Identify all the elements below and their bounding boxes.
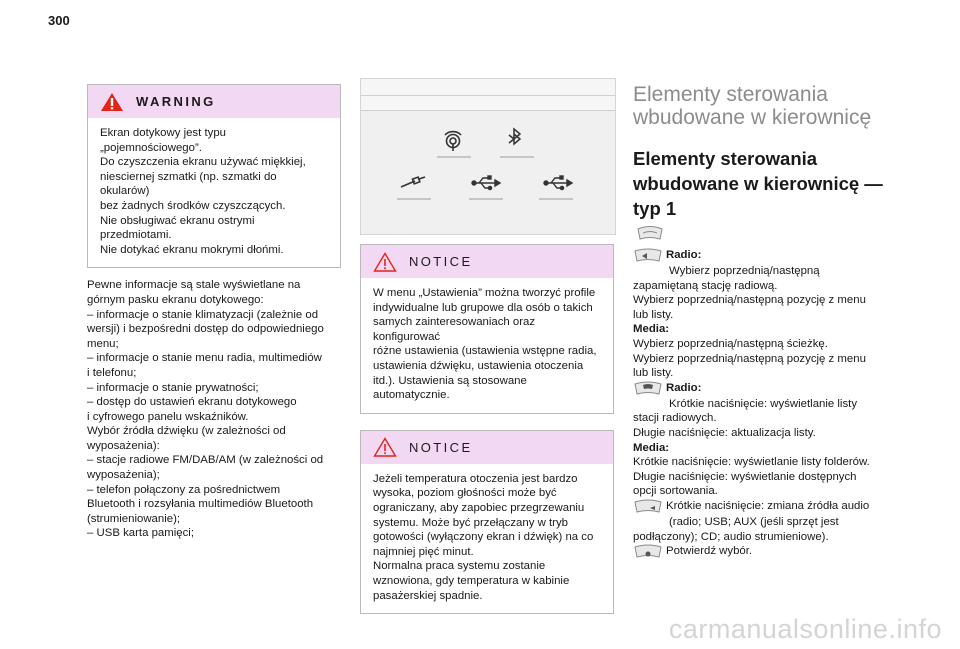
media-label: Media: [633, 441, 670, 454]
warning-body [88, 118, 340, 267]
notice-header-1 [361, 245, 613, 278]
steering-control-icon [633, 544, 663, 560]
notice-line: automatycznie. [373, 389, 450, 402]
notice-body-1 [361, 278, 613, 413]
notice-line: wysoka, poziom głośności może być [373, 487, 557, 500]
radio-label: Radio: [666, 381, 702, 394]
steering-control-icon [633, 381, 663, 397]
bluetooth-icon [509, 129, 520, 144]
control-radio-media-1 [633, 248, 878, 381]
notice-line: wznowiona, gdy temperatura w kabinie [373, 574, 570, 587]
warning-line: Nie dotykać ekranu mokrymi dłońmi. [100, 243, 284, 256]
screen-source-icons [361, 79, 615, 234]
notice-line: systemu. Może być przełączany w tryb [373, 516, 568, 529]
notice-line: różne ustawienia (ustawienia wstępne radia, [373, 345, 597, 358]
control-line: zapamiętaną stację radiową. [633, 279, 778, 292]
section-title-line: Elementy sterowania [633, 83, 828, 106]
notice-line: pasażerskiej spadnie. [373, 589, 483, 602]
control-line: stacji radiowych. [633, 412, 717, 425]
control-radio-media-2 [633, 381, 878, 499]
aux-cable-icon [401, 177, 425, 187]
control-line: lub listy. [633, 308, 674, 321]
notice-line: Jeżeli temperatura otoczenia jest bardzo [373, 472, 578, 485]
control-line: Wybierz poprzednią/następną [669, 265, 820, 277]
notice-body-2 [361, 464, 613, 613]
usb-icon [472, 176, 500, 190]
text-line: – informacje o stanie prywatności; [87, 381, 259, 394]
text-line: – dostęp do ustawień ekranu dotykowego [87, 396, 297, 409]
notice-title-2: NOTICE [409, 439, 473, 455]
control-line: opcji sortowania. [633, 485, 718, 498]
control-line: Wybierz poprzednią/następną ścieżkę. [633, 337, 828, 350]
warning-title: WARNING [136, 94, 216, 109]
warning-line: Nie obsługiwać ekranu ostrymi przedmiotami. [100, 214, 255, 242]
left-column [87, 84, 341, 541]
control-line: (radio; USB; AUX (jeśli sprzęt jest [669, 515, 839, 528]
notice-line: W menu „Ustawienia” można tworzyć profile [373, 287, 596, 299]
text-line: Pewne informacje są stale wyświetlane na [87, 279, 301, 292]
subsection-title-line: Elementy sterowania [633, 148, 818, 169]
control-line: Krótkie naciśnięcie: wyświetlanie listy [669, 397, 858, 410]
control-line: podłączony); CD; audio strumieniowe). [633, 530, 829, 543]
text-line: wersji) i bezpośredni dostęp do odpowiedniego [87, 323, 324, 336]
notice-line: Normalna praca systemu zostanie [373, 560, 546, 573]
notice-header-2 [361, 431, 613, 464]
text-line: – telefon połączony za pośrednictwem [87, 483, 281, 496]
control-line: Krótkie naciśnięcie: zmiana źródła audio [666, 499, 870, 512]
usb-icon [544, 176, 572, 190]
page-number: 300 [48, 13, 70, 28]
warning-header [88, 85, 340, 118]
notice-line: najmniej pięć minut. [373, 545, 474, 558]
text-line: – stacje radiowe FM/DAB/AM (w zależności od [87, 454, 324, 467]
notice-line: itd.). Ustawienia są stosowane [373, 374, 527, 387]
warning-line: Ekran dotykowy jest typu „pojemnościowego”. [100, 127, 226, 154]
warning-line: niesciernej szmatki (np. szmatki do okularów) [100, 170, 277, 198]
notice-line: indywidualne lub grupowe dla osób o takich [373, 301, 593, 314]
steering-wheel-icon [635, 225, 665, 243]
watermark: carmanualsonline.info [668, 614, 942, 644]
control-line: Wybierz poprzednią/następną pozycję z menu [633, 294, 866, 307]
text-line: Bluetooth i rozsyłania multimediów Bluetooth [87, 498, 314, 511]
controls-description [633, 248, 878, 560]
radio-label: Radio: [666, 249, 702, 261]
text-line: (strumieniowanie); [87, 512, 181, 525]
text-line: wyposażenia); [87, 469, 160, 482]
text-line: i cyfrowego panelu wskaźników. [87, 410, 249, 423]
section-title [633, 83, 871, 129]
text-line: górnym pasku ekranu dotykowego: [87, 293, 264, 306]
notice-title-1: NOTICE [409, 254, 473, 269]
touchscreen-illustration [360, 78, 616, 235]
notice-line: samych zainteresowaniach oraz konfigurować [373, 316, 536, 343]
text-line: wyposażenia): [87, 439, 160, 452]
media-label: Media: [633, 323, 670, 336]
notice-line: ustawienia dźwięku, ustawienia otoczenia [373, 359, 584, 372]
notice-icon [373, 437, 397, 457]
section-title-line: wbudowane w kierownicę [633, 106, 872, 129]
text-line: menu; [87, 337, 119, 350]
notice-line: ograniczany, aby zapobiec przegrzewaniu [373, 501, 585, 514]
text-line: i telefonu; [87, 366, 137, 379]
warning-line: bez żadnych środków czyszczących. [100, 199, 286, 212]
control-confirm [633, 544, 878, 560]
left-body-text [87, 278, 341, 541]
radio-wave-icon [445, 132, 461, 151]
text-line: Wybór źródła dźwięku (w zależności od [87, 425, 286, 438]
notice-line: gotowości (wyłączony ekran i dźwięk) na co [373, 531, 594, 544]
control-line: Krótkie naciśnięcie: wyświetlanie listy folderów. [633, 456, 870, 469]
steering-control-icon [633, 499, 663, 515]
middle-column [360, 244, 614, 614]
control-source [633, 499, 878, 544]
subsection-title-line: typ 1 [633, 198, 677, 219]
control-line: Długie naciśnięcie: wyświetlanie dostępnych [633, 470, 857, 483]
control-line: Wybierz poprzednią/następną pozycję z menu [633, 352, 866, 365]
subsection-title-line: wbudowane w kierownicę — [633, 173, 883, 194]
control-line: Potwierdź wybór. [666, 545, 753, 558]
control-line: lub listy. [633, 367, 674, 380]
subsection-title [633, 146, 883, 221]
text-line: – USB karta pamięci; [87, 527, 194, 540]
text-line: – informacje o stanie klimatyzacji (zależnie od [87, 308, 319, 321]
control-line: Długie naciśnięcie: aktualizacja listy. [633, 426, 816, 439]
warning-line: Do czyszczenia ekranu używać miękkiej, [100, 156, 306, 169]
steering-control-icon [633, 248, 663, 264]
text-line: – informacje o stanie menu radia, multimediów [87, 352, 322, 365]
warning-box [87, 84, 341, 268]
notice-box-1 [360, 244, 614, 414]
warning-icon [100, 92, 124, 112]
notice-icon [373, 252, 397, 272]
notice-box-2 [360, 430, 614, 614]
